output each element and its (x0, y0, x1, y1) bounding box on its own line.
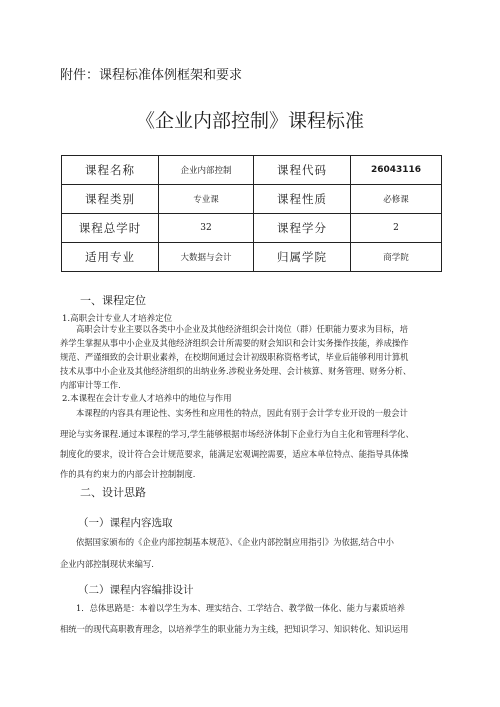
table-row (62, 185, 442, 214)
value-major: 大数据与会计 (159, 243, 254, 272)
label-course-code: 课程代码 (254, 156, 351, 185)
label-credits: 课程学分 (254, 214, 351, 243)
paragraph-line: 技术从事中小企业及其他经济组织的出纳业务.涉税业务处理、会计核算、财务管理、财务分析、 (60, 366, 412, 376)
value-college: 商学院 (351, 243, 442, 272)
table-row (62, 214, 442, 243)
paragraph-line: 本课程的内容具有理论性、实务性和应用性的特点，因此有别于会计学专业开设的一般会计 (76, 408, 408, 418)
value-total-hours: 32 (159, 214, 254, 243)
subheading-course-role: 2.本课程在会计专业人才培养中的地位与作用 (62, 394, 232, 404)
table-row (62, 243, 442, 272)
label-course-nature: 课程性质 (254, 185, 351, 214)
attachment-label: 附件：课程标准体例框架和要求 (60, 68, 243, 83)
section-heading-design: 二、设计思路 (80, 486, 146, 499)
paragraph-line: 内部审计等工作. (60, 380, 121, 390)
label-college: 归属学院 (254, 243, 351, 272)
value-course-name: 企业内部控制 (159, 156, 254, 185)
course-info-table (61, 155, 442, 272)
paragraph-line: 高职会计专业主要以各类中小企业及其他经济组织会计岗位（群）任职能力要求为目标，培 (76, 324, 408, 334)
section-heading-positioning: 一、课程定位 (80, 294, 146, 307)
paragraph-line: 企业内部控制现状来编写. (60, 559, 154, 569)
value-credits: 2 (351, 214, 442, 243)
paragraph-line: 制度化的要求，设计符合会计规范要求，能满足宏观调控需要，适应本单位特点、能指导具体操 (60, 449, 409, 459)
paragraph-line: 依据国家颁布的《企业内部控制基本规范》、《企业内部控制应用指引》为依据,结合中小 (76, 537, 394, 547)
label-course-name: 课程名称 (62, 156, 159, 185)
subheading-talent-positioning: 1.高职会计专业人才培养定位 (62, 314, 173, 324)
document-title: 《企业内部控制》课程标准 (135, 110, 364, 132)
value-course-category: 专业课 (159, 185, 254, 214)
label-major: 适用专业 (62, 243, 159, 272)
paragraph-line: 相统一的现代高职教育理念，以培养学生的职业能力为主线，把知识学习、知识转化、知识运用 (60, 624, 409, 634)
label-total-hours: 课程总学时 (62, 214, 159, 243)
table-row (62, 156, 442, 185)
subheading-content-design: （二）课程内容编排设计 (78, 584, 194, 596)
paragraph-line: 规范、严谨细致的会计职业素养，在校期间通过会计初级职称资格考试，毕业后能够利用计算机 (60, 352, 409, 362)
value-course-code: 26043116 (351, 156, 442, 185)
paragraph-line: 作的具有约束力的内部会计控制制度. (60, 469, 196, 479)
paragraph-line: 1．总体思路是：本着以学生为本、理实结合、工学结合、教学做一体化、能力与素质培养 (76, 603, 405, 613)
paragraph-line: 理论与实务课程.通过本课程的学习,学生能够根据市场经济体制下企业行为自主化和管理科学化、 (60, 429, 414, 439)
paragraph-line: 养学生掌握从事中小企业及其他经济组织会计所需要的财会知识和会计实务操作技能，养成操作 (60, 338, 409, 348)
label-course-category: 课程类别 (62, 185, 159, 214)
value-course-nature: 必修课 (351, 185, 442, 214)
subheading-content-selection: （一）课程内容选取 (78, 517, 173, 529)
